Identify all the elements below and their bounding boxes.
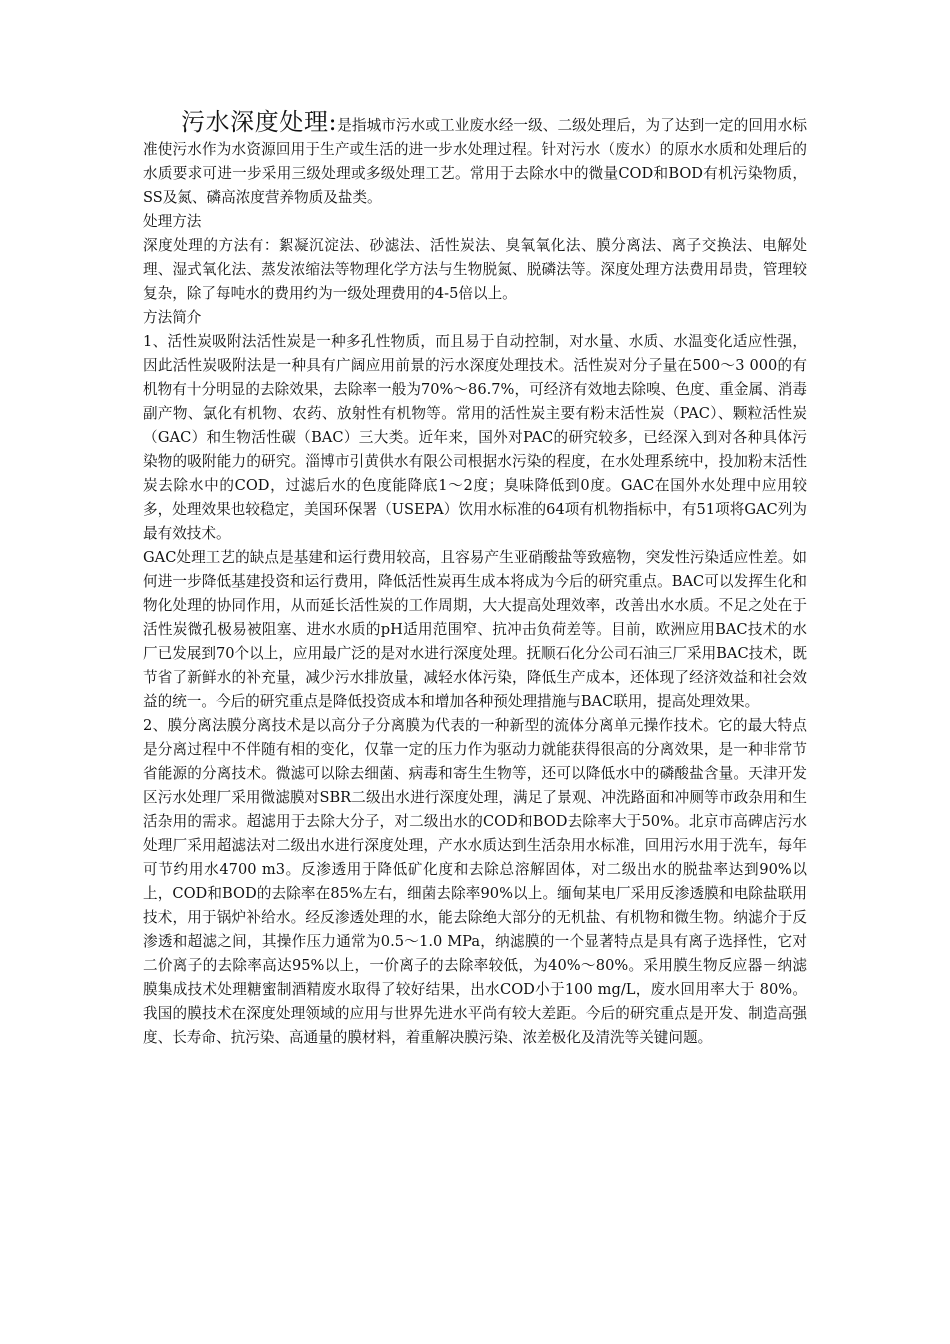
gac-paragraph: GAC处理工艺的缺点是基建和运行费用较高，且容易产生亚硝酸盐等致癌物，突发性污染适应性差。如何进一步降低基建投资和运行费用，降低活性炭再生成本将成为今后的研究重点。BAC可以发挥生化和物化处理的协同作用，从而延长活性炭的工作周期，大大提高处理效率，改善出水水质。不足之处在于活性炭微孔极易被阻塞、进水水质的pH适用范围窄、抗冲击负荷差等。目前，欧洲应用BAC技术的水厂已发展到70个以上，应用最广泛的是对水进行深度处理。抚顺石化分公司石油三厂采用BAC技术，既节省了新鲜水的补充量，减少污水排放量，减轻水体污染，降低生产成本，还体现了经济效益和社会效益的统一。今后的研究重点是降低投资成本和增加各种预处理措施与BAC联用，提高处理效果。 — [143, 549, 807, 710]
section-heading-methods: 处理方法 — [143, 213, 202, 230]
methods-paragraph: 深度处理的方法有：絮凝沉淀法、砂滤法、活性炭法、臭氧氧化法、膜分离法、离子交换法、电解处理、湿式氧化法、蒸发浓缩法等物理化学方法与生物脱氮、脱磷法等。深度处理方法费用昂贵，管理较复杂，除了每吨水的费用约为一级处理费用的4-5倍以上。 — [143, 237, 807, 302]
intro-paragraph — [143, 110, 807, 210]
section-heading-overview: 方法简介 — [143, 309, 202, 326]
membrane-paragraph: 2、膜分离法膜分离技术是以高分子分离膜为代表的一种新型的流体分离单元操作技术。它的最大特点是分离过程中不伴随有相的变化，仅靠一定的压力作为驱动力就能获得很高的分离效果，是一种非常节省能源的分离技术。微滤可以除去细菌、病毒和寄生生物等，还可以降低水中的磷酸盐含量。天津开发区污水处理厂采用微滤膜对SBR二级出水进行深度处理，满足了景观、冲洗路面和冲厕等市政杂用和生活杂用的需求。超滤用于去除大分子，对二级出水的COD和BOD去除率大于50%。北京市高碑店污水处理厂采用超滤法对二级出水进行深度处理，产水水质达到生活杂用水标准，回用污水用于洗车，每年可节约用水4700 m3。反渗透用于降低矿化度和去除总溶解固体，对二级出水的脱盐率达到90%以上，COD和BOD的去除率在85%左右，细菌去除率90%以上。缅甸某电厂采用反渗透膜和电除盐联用技术，用于锅炉补给水。经反渗透处理的水，能去除绝大部分的无机盐、有机物和微生物。纳滤介于反渗透和超滤之间，其操作压力通常为0.5～1.0 MPa，纳滤膜的一个显著特点是具有离子选择性，它对二价离子的去除率高达95%以上，一价离子的去除率较低，为40%～80%。采用膜生物反应器－纳滤膜集成技术处理糖蜜制酒精废水取得了较好结果，出水COD小于100 mg/L，废水回用率大于 80%。我国的膜技术在深度处理领域的应用与世界先进水平尚有较大差距。今后的研究重点是开发、制造高强度、长寿命、抗污染、高通量的膜材料，着重解决膜污染、浓差极化及清洗等关键问题。 — [143, 717, 807, 1046]
document-page — [143, 110, 807, 1050]
activated-carbon-paragraph: 1、活性炭吸附法活性炭是一种多孔性物质，而且易于自动控制，对水量、水质、水温变化适应性强，因此活性炭吸附法是一种具有广阔应用前景的污水深度处理技术。活性炭对分子量在500～3 000的有机物有十分明显的去除效果，去除率一般为70%～86.7%，可经济有效地去除嗅、色度、重金属、消毒副产物、氯化有机物、农药、放射性有机物等。常用的活性炭主要有粉末活性炭（PAC）、颗粒活性炭（GAC）和生物活性碳（BAC）三大类。近年来，国外对PAC的研究较多，已经深入到对各种具体污染物的吸附能力的研究。淄博市引黄供水有限公司根据水污染的程度，在水处理系统中，投加粉末活性炭去除水中的COD，过滤后水的色度能降底1～2度；臭味降低到0度。GAC在国外水处理中应用较多，处理效果也较稳定，美国环保署（USEPA）饮用水标准的64项有机物指标中，有51项将GAC列为最有效技术。 — [143, 333, 807, 542]
document-title: 污水深度处理: — [181, 108, 338, 136]
intro-text: 是指城市污水或工业废水经一级、二级处理后，为了达到一定的回用水标准使污水作为水资源回用于生产或生活的进一步水处理过程。针对污水（废水）的原水水质和处理后的水质要求可进一步采用三级处理或多级处理工艺。常用于去除水中的微量COD和BOD有机污染物质，SS及氮、磷高浓度营养物质及盐类。 — [143, 117, 807, 206]
